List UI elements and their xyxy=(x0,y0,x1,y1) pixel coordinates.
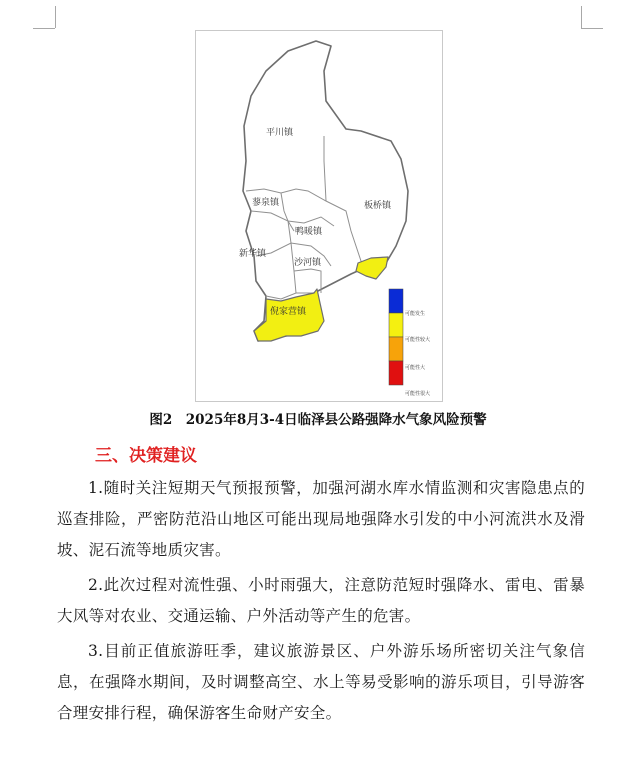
legend-swatch-2 xyxy=(389,337,403,361)
town-label-shahe: 沙河镇 xyxy=(294,258,322,268)
legend-label-1: 可能性较大 xyxy=(405,337,431,343)
legend-label-2: 可能性大 xyxy=(405,365,426,371)
paragraph-3: 3.目前正值旅游旺季，建议旅游景区、户外游乐场所密切关注气象信息，在强降水期间，及时调整高空、水上等易受影响的游乐项目，引导游客合理安排行程，确保游客生命财产安全。 xyxy=(57,642,585,722)
town-label-yayuan: 鸭暖镇 xyxy=(295,227,323,237)
town-label-nijiaying: 倪家营镇 xyxy=(270,307,307,317)
map-legend xyxy=(389,289,430,397)
risk-map xyxy=(196,31,442,401)
figure-caption: 图2 2025年8月3-4日临泽县公路强降水气象风险预警 xyxy=(149,412,487,428)
paragraph-2: 2.此次过程对流性强、小时雨强大，注意防范短时强降水、雷电、雷暴大风等对农业、交通运输、户外活动等产生的危害。 xyxy=(57,576,585,625)
legend-label-3: 可能性很大 xyxy=(405,391,431,397)
legend-swatch-1 xyxy=(389,313,403,337)
town-label-liaoquan: 蓼泉镇 xyxy=(252,198,280,208)
legend-label-0: 可能发生 xyxy=(405,311,426,317)
risk-map-figure xyxy=(195,30,443,402)
legend-swatch-3 xyxy=(389,361,403,385)
town-label-xinhua: 新华镇 xyxy=(239,249,267,259)
town-label-banqiao: 板桥镇 xyxy=(364,201,392,211)
paragraph-1: 1.随时关注短期天气预报预警，加强河湖水库水情监测和灾害隐患点的巡查排险，严密防范沿山地区可能出现局地强降水引发的中小河流洪水及滑坡、泥石流等地质灾害。 xyxy=(57,479,585,559)
section-heading: 三、决策建议 xyxy=(95,446,197,466)
town-label-pingchuan: 平川镇 xyxy=(266,128,294,138)
legend-swatch-0 xyxy=(389,289,403,313)
